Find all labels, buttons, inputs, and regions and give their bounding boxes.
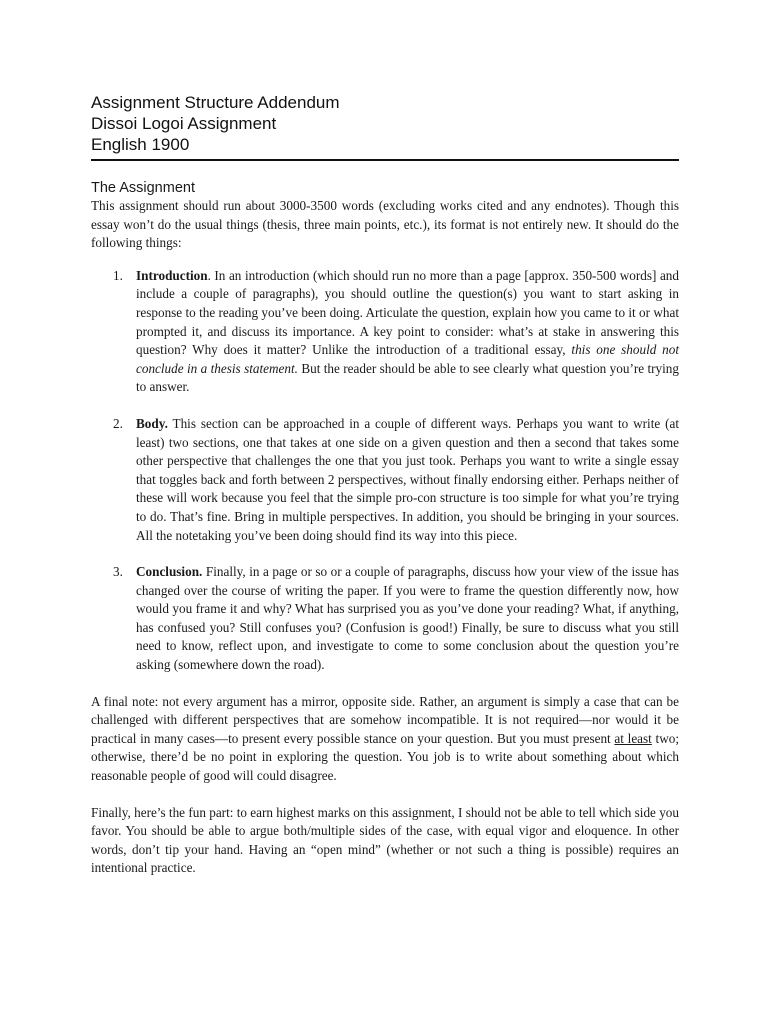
- list-number: 2.: [113, 415, 123, 431]
- final-note-text-continued: two; otherwise, there’d be no point in exploring the question. You job is to write about something about which reasonable people of good will could disagree.: [91, 730, 679, 784]
- list-item-introduction: [91, 267, 679, 397]
- item-text: . In an introduction (which should run no more than a page [approx. 350-500 words] and include a couple of paragraphs), you should outline the question(s) you want to start asking in response to the reading you’ve been doing. Articulate the question, explain how you came to it or what prompted it, and discuss its importance. A key point to consider: what’s at stake in answering this question? Why does it matter? Unlike the introduction of a traditional essay,: [136, 267, 679, 358]
- final-note-paragraph: [91, 693, 679, 786]
- requirements-list: [91, 267, 679, 675]
- document-page: [91, 92, 679, 878]
- document-title: Assignment Structure Addendum: [91, 93, 340, 112]
- list-item-text: [136, 563, 679, 675]
- item-lead: Conclusion.: [136, 564, 203, 580]
- list-number: 1.: [113, 267, 123, 283]
- final-note-underlined: at least: [614, 730, 652, 746]
- item-text-continued: But the reader should be able to see clearly what question you’re trying to answer.: [136, 360, 679, 395]
- assignment-name: Dissoi Logoi Assignment: [91, 114, 277, 133]
- item-text: Finally, in a page or so or a couple of paragraphs, discuss how your view of the issue has changed over the course of writing the paper. If you were to frame the question differently now, how would you frame it and why? What has surprised you as you’ve done your reading? What, if anything, has confused you? Still confuses you? (Confusion is good!) Finally, be sure to discuss what you still need to know, reflect upon, and investigate to come to some conclusion about the question you’re asking (somewhere down the road).: [136, 564, 679, 673]
- item-lead: Introduction: [136, 267, 208, 283]
- item-emphasis: this one should not conclude in a thesis statement.: [136, 342, 680, 376]
- final-note-text: A final note: not every argument has a mirror, opposite side. Rather, an argument is simply a case that can be challenged with different perspectives that are somehow incompatible. It is not required—nor would it be practical in many cases—to present every possible stance on your question. But you must present: [91, 693, 679, 746]
- section-title: The Assignment: [91, 180, 195, 196]
- list-item-text: [136, 267, 679, 397]
- list-item-text: [136, 415, 679, 545]
- fun-part-paragraph: Finally, here’s the fun part: to earn highest marks on this assignment, I should not be able to tell which side you favor. You should be able to argue both/multiple sides of the case, with equal vigor and eloquence. In other words, don’t tip your hand. Having an “open mind” (whether or not such a thing is possible) requires an intentional practice.: [91, 804, 679, 876]
- item-text: This section can be approached in a couple of different ways. Perhaps you want to write (at least) two sections, one that takes at one side on a given question and then a second that takes some other perspective that challenges the one that you just took. Perhaps you want to write a single essay that toggles back and forth between 2 perspectives, without finally endorsing either. Perhaps neither of these will work because you feel that the simple pro-con structure is too simple for what you’re trying to do. That’s fine. Bring in multiple perspectives. In addition, you should be bringing in your sources. All the notetaking you’ve been doing should find its way into this piece.: [136, 415, 679, 543]
- intro-paragraph: This assignment should run about 3000-3500 words (excluding works cited and any endnotes). Though this essay won’t do the usual things (thesis, three main points, etc.), its format is not entirely new. It should do the following things:: [91, 198, 679, 251]
- list-number: 3.: [113, 564, 123, 580]
- course-name: English 1900: [91, 135, 190, 154]
- list-item-conclusion: [91, 563, 679, 675]
- item-lead: Body.: [136, 415, 168, 431]
- header-rule: [91, 159, 679, 161]
- list-item-body: [91, 415, 679, 545]
